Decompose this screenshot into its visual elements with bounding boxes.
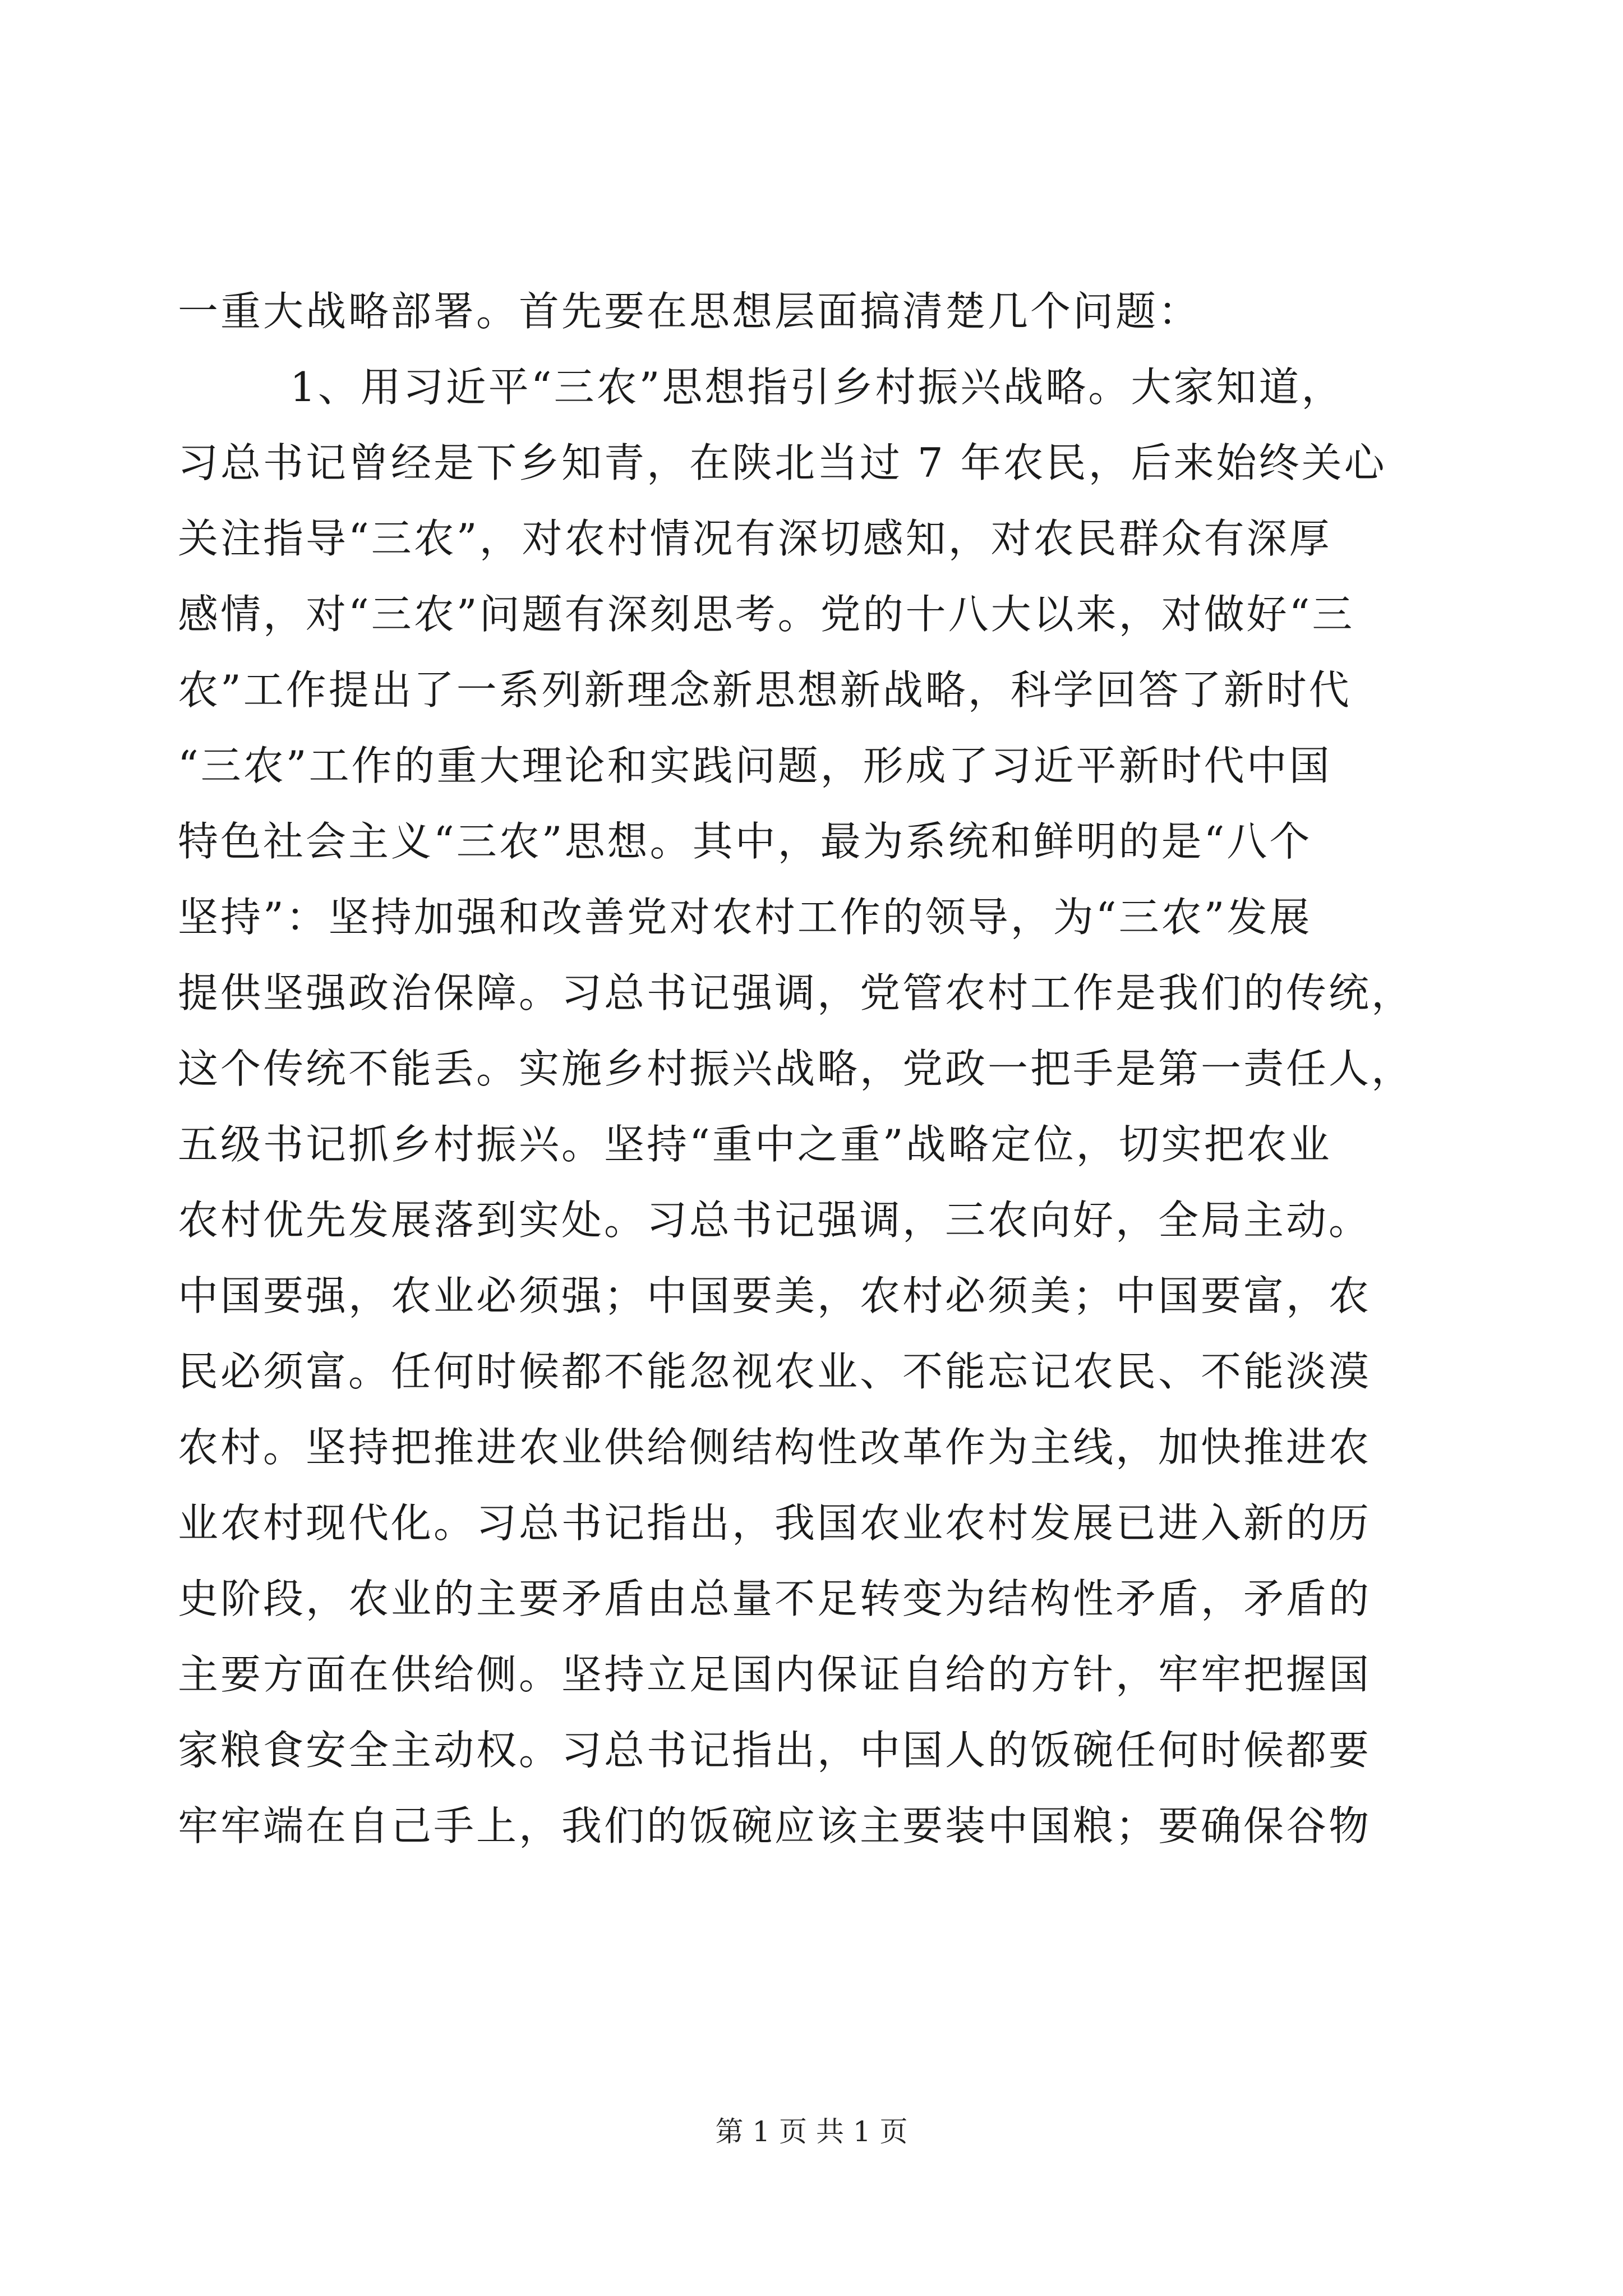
text-line: 特色社会主义“三农”思想。其中，最为系统和鲜明的是“八个 bbox=[178, 818, 1312, 865]
text-line: 习总书记曾经是下乡知青，在陕北当过 7 年农民，后来始终关心 bbox=[178, 439, 1387, 486]
text-line: 感情，对“三农”问题有深刻思考。党的十八大以来，对做好“三 bbox=[178, 591, 1355, 638]
text-line: 主要方面在供给侧。坚持立足国内保证自给的方针，牢牢把握国 bbox=[178, 1651, 1372, 1698]
text-line: 1、用习近平“三农”思想指引乡村振兴战略。大家知道， bbox=[290, 364, 1344, 411]
text-line: 家粮食安全主动权。习总书记指出，中国人的饭碗任何时候都要 bbox=[178, 1727, 1372, 1774]
text-line: 关注指导“三农”，对农村情况有深切感知，对农民群众有深厚 bbox=[178, 515, 1332, 562]
text-line: 民必须富。任何时候都不能忽视农业、不能忘记农民、不能淡漠 bbox=[178, 1348, 1372, 1395]
text-line: 史阶段，农业的主要矛盾由总量不足转变为结构性矛盾，矛盾的 bbox=[178, 1575, 1372, 1622]
text-line: 五级书记抓乡村振兴。坚持“重中之重”战略定位，切实把农业 bbox=[178, 1121, 1332, 1168]
text-line: 中国要强，农业必须强；中国要美，农村必须美；中国要富，农 bbox=[178, 1272, 1372, 1319]
text-line: 一重大战略部署。首先要在思想层面搞清楚几个问题： bbox=[178, 288, 1201, 335]
text-line: 业农村现代化。习总书记指出，我国农业农村发展已进入新的历 bbox=[178, 1499, 1372, 1547]
text-line: 农村。坚持把推进农业供给侧结构性改革作为主线，加快推进农 bbox=[178, 1424, 1372, 1471]
text-line: 牢牢端在自己手上，我们的饭碗应该主要装中国粮；要确保谷物 bbox=[178, 1802, 1372, 1849]
text-line: 提供坚强政治保障。习总书记强调，党管农村工作是我们的传统， bbox=[178, 969, 1414, 1016]
text-line: “三农”工作的重大理论和实践问题，形成了习近平新时代中国 bbox=[178, 742, 1332, 789]
text-line: 农村优先发展落到实处。习总书记强调，三农向好，全局主动。 bbox=[178, 1197, 1372, 1244]
text-line: 这个传统不能丢。实施乡村振兴战略，党政一把手是第一责任人， bbox=[178, 1045, 1414, 1092]
text-line: 农”工作提出了一系列新理念新思想新战略，科学回答了新时代 bbox=[178, 666, 1352, 714]
document-body bbox=[178, 274, 1428, 1864]
text-line: 坚持”：坚持加强和改善党对农村工作的领导，为“三农”发展 bbox=[178, 894, 1312, 941]
page-footer: 第 1 页 共 1 页 bbox=[715, 2115, 908, 2148]
